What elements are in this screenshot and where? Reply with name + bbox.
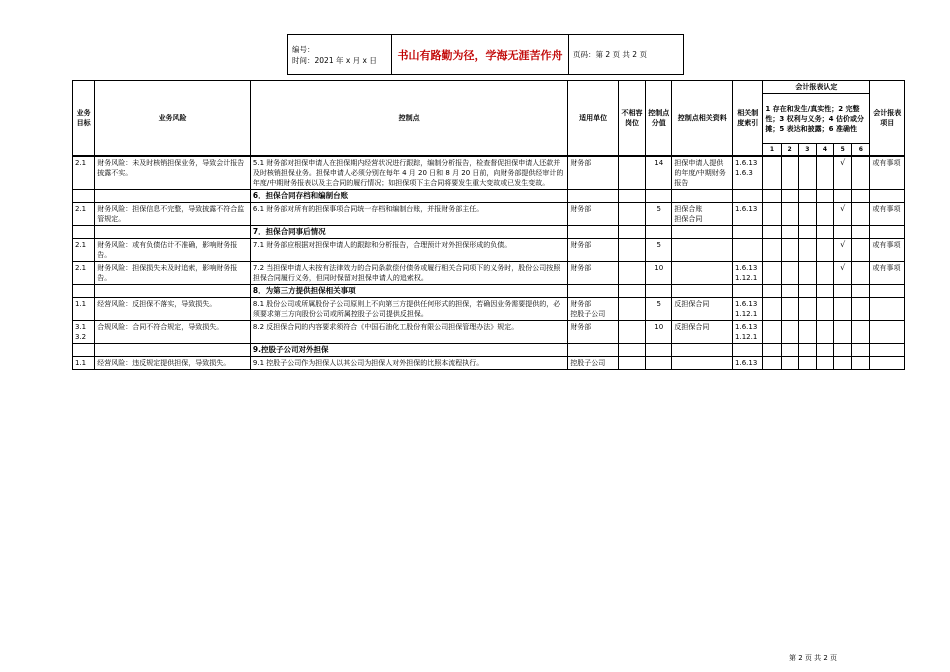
section-blank [834,226,852,239]
cell-risk: 财务风险：担保损失未及时追索，影响财务报告。 [95,262,251,285]
cell-incompatible [618,262,645,285]
cell-score: 10 [646,321,672,344]
table-row [73,203,905,226]
assertion-cell [781,357,798,370]
section-blank [568,226,619,239]
check-mark: √ [834,156,852,190]
cell-items [870,321,905,344]
table-row [73,357,905,370]
page-header [287,34,684,75]
section-blank [733,190,763,203]
check-mark [834,298,852,321]
check-mark: √ [834,239,852,262]
section-blank [816,285,833,298]
cell-goal: 1.1 [73,298,95,321]
cell-docs: 反担保合同 [672,321,733,344]
section-blank [834,285,852,298]
section-blank [781,190,798,203]
assertion-num: 6 [852,144,870,157]
cell-goal: 2.1 [73,262,95,285]
section-row [73,226,905,239]
cell-unit: 财务部 [568,203,619,226]
section-blank [95,226,251,239]
cell-unit: 财务部 [568,156,619,190]
section-blank [95,285,251,298]
table-row [73,321,905,344]
assertion-cell [816,156,833,190]
section-blank [763,190,781,203]
col-incompatible: 不相容岗位 [618,81,645,157]
section-blank [781,344,798,357]
section-blank [568,344,619,357]
check-mark [834,321,852,344]
cell-incompatible [618,239,645,262]
time-label: 时间：2021 年 x 月 x 日 [292,55,377,65]
cell-docs: 反担保合同 [672,298,733,321]
assertion-cell [852,262,870,285]
cell-index: 1.6.13 1.12.1 [733,262,763,285]
cell-unit: 控股子公司 [568,357,619,370]
cell-score: 10 [646,262,672,285]
section-blank [870,190,905,203]
cell-unit: 财务部 [568,321,619,344]
table-row [73,262,905,285]
assertion-cell [816,203,833,226]
cell-unit: 财务部 [568,262,619,285]
cell-items [870,357,905,370]
section-blank [852,226,870,239]
section-blank [852,344,870,357]
page-footer: 第 2 页 共 2 页 [789,654,838,662]
cell-risk: 财务风险：或有负债估计不准确，影响财务报告。 [95,239,251,262]
col-risk: 业务风险 [95,81,251,157]
col-assertion-desc: 1 存在和发生/真实性；2 完整性；3 权利与义务；4 估价或分摊；5 表达和披露；6 准确性 [763,94,870,144]
section-blank [618,285,645,298]
cell-incompatible [618,156,645,190]
section-row [73,190,905,203]
check-mark: √ [834,203,852,226]
assertion-cell [781,262,798,285]
cell-index: 1.6.13 [733,357,763,370]
col-index: 相关制度索引 [733,81,763,157]
cell-index: 1.6.13 1.6.3 [733,156,763,190]
section-blank [798,344,816,357]
section-blank [852,190,870,203]
section-row [73,285,905,298]
cell-score: 5 [646,239,672,262]
col-score: 控制点分值 [646,81,672,157]
cell-docs [672,262,733,285]
cell-docs [672,357,733,370]
cell-docs [672,239,733,262]
section-blank [834,190,852,203]
assertion-num: 3 [798,144,816,157]
section-title: 6．担保合同存档和编制台账 [250,190,567,203]
section-blank [781,285,798,298]
cell-control: 5.1 财务部对担保申请人在担保期内经营状况进行跟踪，编制分析报告，检查督促担保申请人还款并及时核销担保业务。担保申请人必须分别在每年 4 月 20 日和 8 月 20 日前，向财务部提供经审计的年度/中期财务报表以及主合同的履行情况；如担保项下主合同将要发生重大变故或已发生变故。 [250,156,567,190]
assertion-cell [798,298,816,321]
section-blank [798,226,816,239]
assertion-num: 2 [781,144,798,157]
cell-incompatible [618,321,645,344]
col-goal: 业务目标 [73,81,95,157]
section-blank [763,226,781,239]
cell-control: 8.1 股份公司或所属股份子公司原则上不向第三方提供任何形式的担保，若确因业务需要提供的，必须要求第三方向股份公司或所属控股子公司提供反担保。 [250,298,567,321]
assertion-cell [781,156,798,190]
section-blank [73,226,95,239]
cell-risk: 合规风险：合同不符合规定，导致损失。 [95,321,251,344]
section-blank [733,285,763,298]
cell-goal: 2.1 [73,203,95,226]
section-title: 7．担保合同事后情况 [250,226,567,239]
section-blank [870,226,905,239]
assertion-cell [763,298,781,321]
section-blank [568,285,619,298]
assertion-cell [763,203,781,226]
cell-docs: 担保合账 担保合同 [672,203,733,226]
cell-control: 8.2 反担保合同的内容要求须符合《中国石油化工股份有限公司担保管理办法》规定。 [250,321,567,344]
cell-risk: 财务风险：未及时核销担保业务，导致会计报告披露不实。 [95,156,251,190]
assertion-cell [852,203,870,226]
col-items: 会计报表项目 [870,81,905,157]
section-blank [646,285,672,298]
table-body [73,156,905,370]
cell-goal: 2.1 [73,239,95,262]
cell-index: 1.6.13 1.12.1 [733,321,763,344]
cell-incompatible [618,298,645,321]
cell-unit: 财务部 控股子公司 [568,298,619,321]
section-blank [73,190,95,203]
section-title: 8．为第三方提供担保相关事项 [250,285,567,298]
table-row [73,239,905,262]
cell-items [870,298,905,321]
assertion-cell [798,262,816,285]
section-blank [733,226,763,239]
assertion-num: 5 [834,144,852,157]
assertion-cell [852,321,870,344]
cell-items: 或有事项 [870,262,905,285]
section-blank [763,285,781,298]
assertion-cell [798,203,816,226]
cell-index: 1.6.13 1.12.1 [733,298,763,321]
cell-risk: 经营风险：反担保不落实，导致损失。 [95,298,251,321]
assertion-cell [798,321,816,344]
section-title: 9.控股子公司对外担保 [250,344,567,357]
assertion-cell [781,239,798,262]
check-mark [834,357,852,370]
section-blank [646,190,672,203]
section-blank [763,344,781,357]
cell-control: 9.1 控股子公司作为担保人以其公司为担保人对外担保的比照本流程执行。 [250,357,567,370]
assertion-cell [763,156,781,190]
assertion-cell [852,156,870,190]
assertion-cell [816,239,833,262]
cell-goal: 3.1 3.2 [73,321,95,344]
col-docs: 控制点相关资料 [672,81,733,157]
col-control: 控制点 [250,81,567,157]
assertion-cell [763,262,781,285]
cell-risk: 经营风险：违反规定提供担保，导致损失。 [95,357,251,370]
section-blank [781,226,798,239]
section-blank [816,344,833,357]
section-blank [73,344,95,357]
section-blank [672,344,733,357]
cell-control: 7.2 当担保申请人未按有法律效力的合同条款偿付债务或履行相关合同项下的义务时，股份公司按照担保合同履行义务，但同时保留对担保申请人的追索权。 [250,262,567,285]
assertion-cell [816,357,833,370]
section-blank [672,190,733,203]
section-blank [672,226,733,239]
cell-incompatible [618,203,645,226]
check-mark: √ [834,262,852,285]
section-blank [852,285,870,298]
cell-items: 或有事项 [870,239,905,262]
page-label: 页码：第 2 页 共 2 页 [569,35,684,75]
section-blank [646,226,672,239]
section-blank [798,285,816,298]
control-matrix-table [72,80,905,370]
section-blank [672,285,733,298]
code-label: 编号： [292,44,315,54]
section-blank [95,344,251,357]
section-blank [73,285,95,298]
cell-score [646,357,672,370]
section-blank [646,344,672,357]
section-blank [798,190,816,203]
assertion-cell [816,262,833,285]
header-meta [288,35,392,75]
assertion-cell [852,298,870,321]
cell-control: 6.1 财务部对所有的担保事项合同统一存档和编制台账，并报财务部主任。 [250,203,567,226]
assertion-cell [816,321,833,344]
section-row [73,344,905,357]
section-blank [870,285,905,298]
section-blank [870,344,905,357]
section-blank [568,190,619,203]
cell-incompatible [618,357,645,370]
assertion-cell [852,239,870,262]
assertion-cell [798,156,816,190]
cell-score: 5 [646,203,672,226]
section-blank [95,190,251,203]
assertion-num: 4 [816,144,833,157]
assertion-cell [852,357,870,370]
assertion-cell [781,203,798,226]
section-blank [618,190,645,203]
assertion-cell [763,239,781,262]
cell-control: 7.1 财务部应根据对担保申请人的跟踪和分析报告，合理预计对外担保形成的负债。 [250,239,567,262]
cell-items: 或有事项 [870,203,905,226]
cell-score: 5 [646,298,672,321]
assertion-cell [798,357,816,370]
col-unit: 适用单位 [568,81,619,157]
assertion-cell [816,298,833,321]
section-blank [834,344,852,357]
assertion-cell [781,298,798,321]
assertion-cell [763,357,781,370]
cell-unit: 财务部 [568,239,619,262]
assertion-cell [798,239,816,262]
cell-score: 14 [646,156,672,190]
cell-goal: 1.1 [73,357,95,370]
cell-goal: 2.1 [73,156,95,190]
assertion-num: 1 [763,144,781,157]
cell-index [733,239,763,262]
section-blank [733,344,763,357]
col-assertion-title: 会计报表认定 [763,81,870,94]
slogan: 书山有路勤为径，学海无涯苦作舟 [392,35,569,75]
cell-risk: 财务风险：担保信息不完整，导致披露不符合监管规定。 [95,203,251,226]
table-row [73,156,905,190]
section-blank [618,344,645,357]
cell-index: 1.6.13 [733,203,763,226]
cell-items: 或有事项 [870,156,905,190]
cell-docs: 担保申请人提供的年度/中期财务报告 [672,156,733,190]
assertion-cell [781,321,798,344]
section-blank [816,226,833,239]
assertion-cell [763,321,781,344]
section-blank [816,190,833,203]
table-row [73,298,905,321]
section-blank [618,226,645,239]
